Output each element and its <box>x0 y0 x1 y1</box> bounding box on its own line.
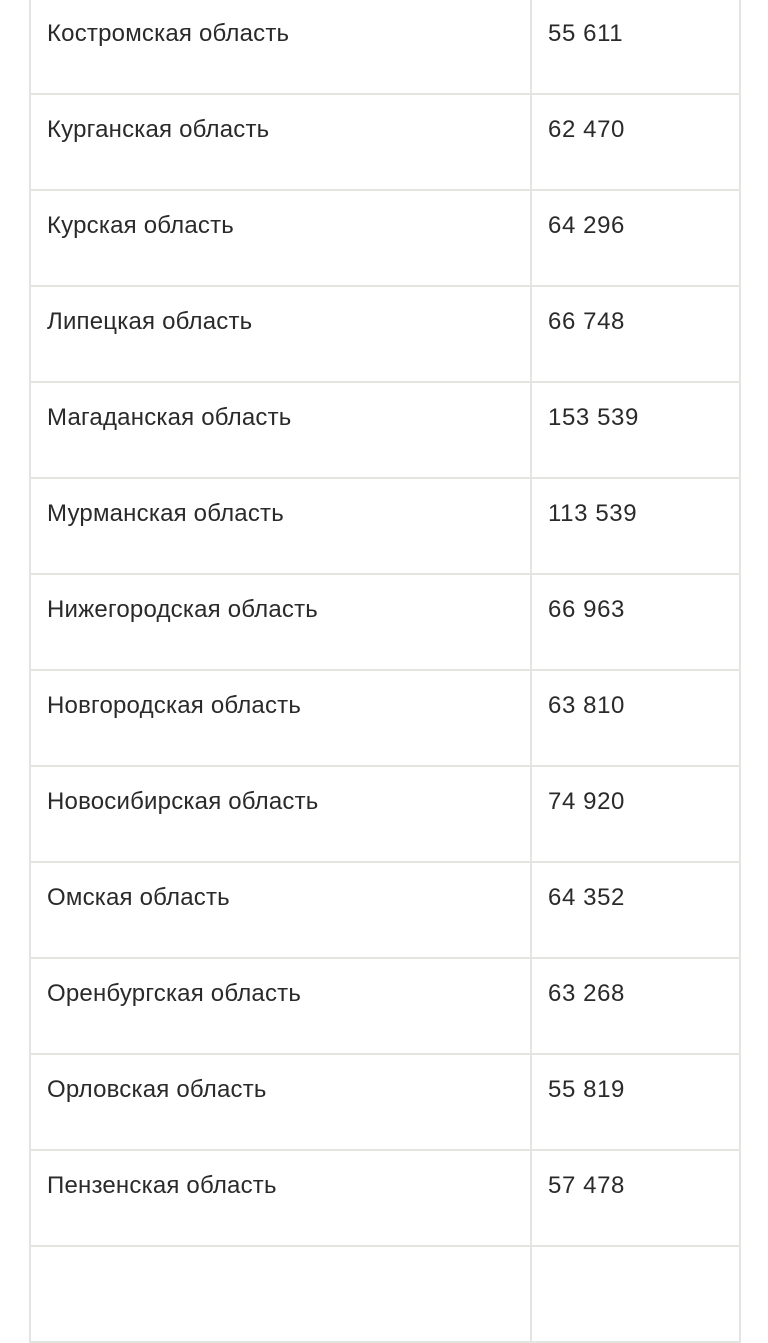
table-row <box>30 1054 740 1150</box>
region-cell <box>30 478 531 574</box>
value-cell <box>531 478 740 574</box>
region-value: 66 963 <box>548 596 626 623</box>
value-cell <box>531 862 740 958</box>
region-value: 63 268 <box>548 980 626 1007</box>
value-cell <box>531 574 740 670</box>
value-cell <box>531 1150 740 1246</box>
region-name: Курская область <box>47 212 234 239</box>
value-cell <box>531 766 740 862</box>
region-cell <box>30 382 531 478</box>
region-name: Мурманская область <box>47 500 284 527</box>
region-cell <box>30 862 531 958</box>
region-value: 55 611 <box>548 20 624 47</box>
region-name: Орловская область <box>47 1076 267 1103</box>
value-cell <box>531 1246 740 1342</box>
table-row <box>30 1150 740 1246</box>
region-salary-table-container <box>29 0 739 1343</box>
region-name: Курганская область <box>47 116 270 143</box>
value-cell <box>531 286 740 382</box>
region-cell <box>30 766 531 862</box>
region-name: Костромская область <box>47 20 290 47</box>
region-cell <box>30 190 531 286</box>
region-name: Оренбургская область <box>47 980 302 1007</box>
region-cell <box>30 286 531 382</box>
region-name: Новосибирская область <box>47 788 319 815</box>
table-row <box>30 766 740 862</box>
region-value: 74 920 <box>548 788 626 815</box>
region-name: Магаданская область <box>47 404 292 431</box>
region-name: Нижегородская область <box>47 596 318 623</box>
region-cell <box>30 1054 531 1150</box>
region-value: 62 470 <box>548 116 626 143</box>
region-name: Пензенская область <box>47 1172 277 1199</box>
region-name: Омская область <box>47 884 230 911</box>
value-cell <box>531 382 740 478</box>
value-cell <box>531 958 740 1054</box>
value-cell <box>531 1054 740 1150</box>
table-row <box>30 862 740 958</box>
table-row <box>30 478 740 574</box>
region-cell <box>30 1246 531 1342</box>
region-cell <box>30 574 531 670</box>
region-cell <box>30 1150 531 1246</box>
region-value: 113 539 <box>548 500 638 527</box>
region-name: Липецкая область <box>47 308 253 335</box>
region-value: 66 748 <box>548 308 626 335</box>
table-row <box>30 574 740 670</box>
region-salary-table <box>29 0 741 1343</box>
region-value: 153 539 <box>548 404 639 431</box>
region-name: Новгородская область <box>47 692 302 719</box>
table-row <box>30 1246 740 1342</box>
table-row <box>30 958 740 1054</box>
table-row <box>30 190 740 286</box>
value-cell <box>531 190 740 286</box>
region-cell <box>30 0 531 94</box>
value-cell <box>531 94 740 190</box>
region-cell <box>30 94 531 190</box>
table-row <box>30 382 740 478</box>
region-value: 63 810 <box>548 692 626 719</box>
region-cell <box>30 958 531 1054</box>
table-row <box>30 94 740 190</box>
region-value: 55 819 <box>548 1076 626 1103</box>
table-row <box>30 0 740 94</box>
region-value: 64 296 <box>548 212 626 239</box>
region-cell <box>30 670 531 766</box>
value-cell <box>531 0 740 94</box>
table-row <box>30 670 740 766</box>
region-value: 57 478 <box>548 1172 626 1199</box>
value-cell <box>531 670 740 766</box>
region-value: 64 352 <box>548 884 626 911</box>
table-row <box>30 286 740 382</box>
